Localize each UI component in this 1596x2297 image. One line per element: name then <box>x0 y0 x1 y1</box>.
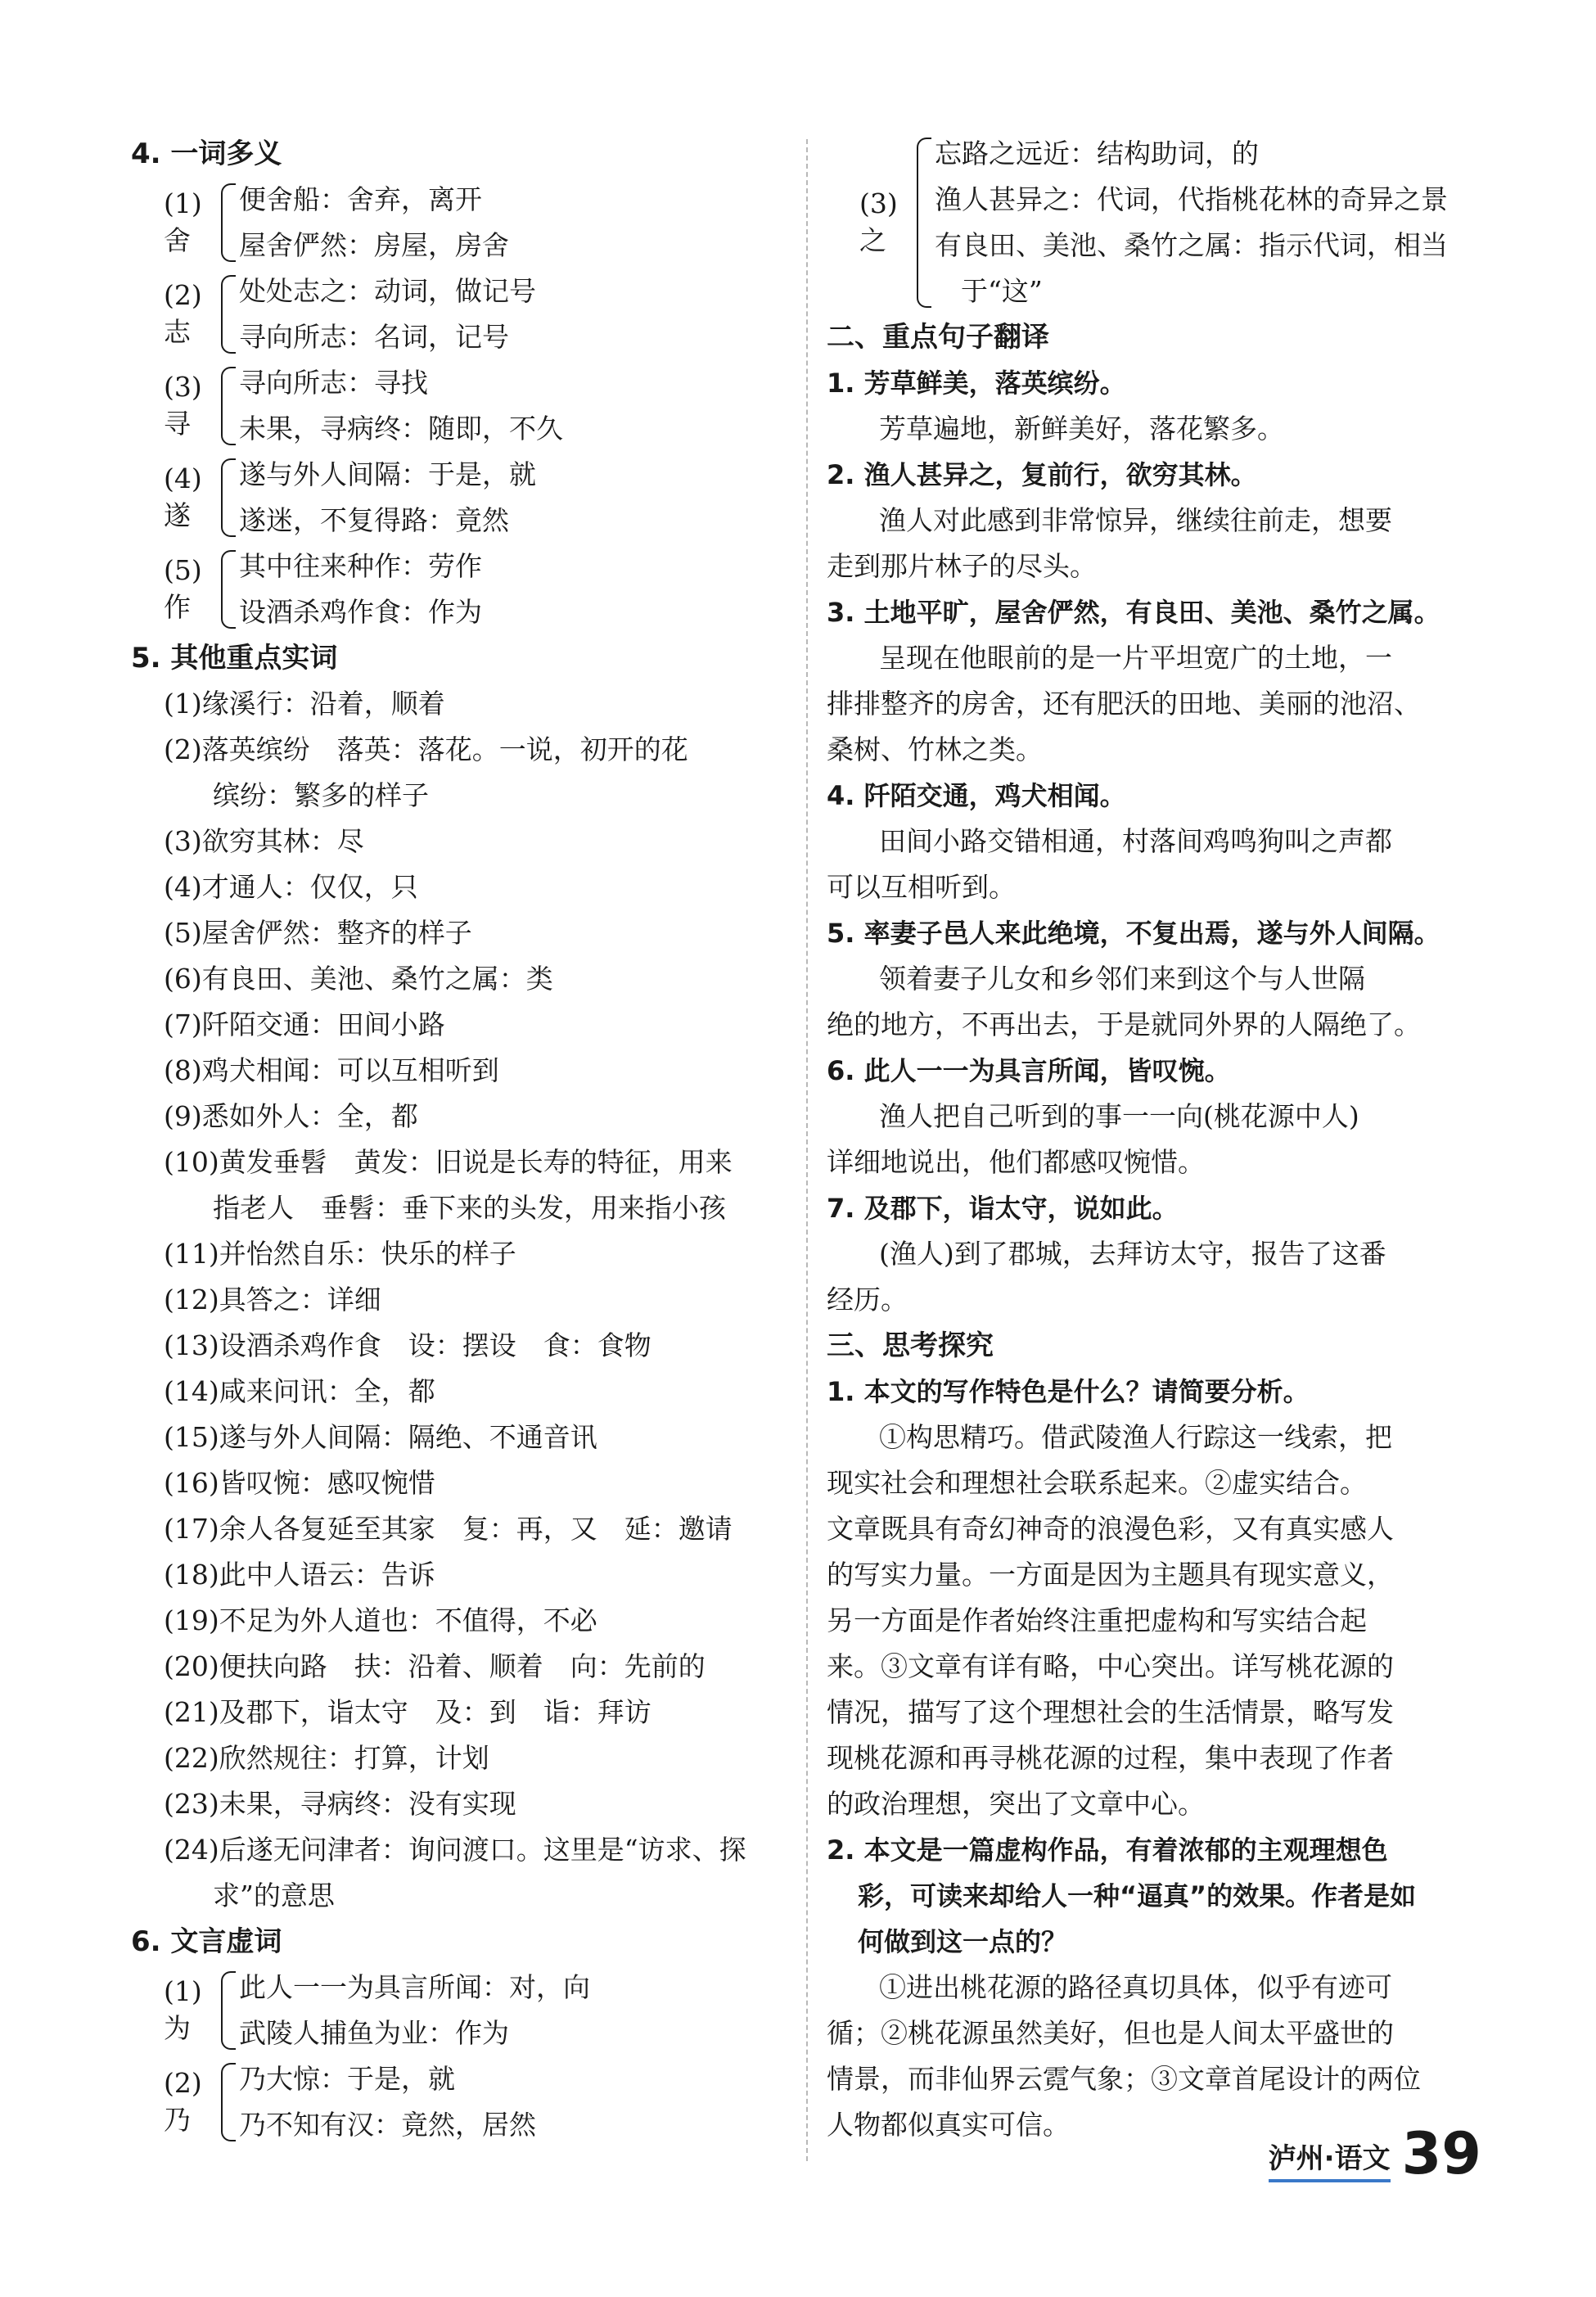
answer-line: 渔人对此感到非常惊异，继续往前走，想要 <box>879 504 1392 536</box>
list-item: (12)具答之：详细 <box>164 1284 381 1315</box>
page-number: 39 <box>1401 2120 1481 2187</box>
list-item: (17)余人各复延至其家 复：再，又 延：邀请 <box>164 1513 733 1545</box>
group-label: (3)之 <box>859 187 898 256</box>
group-item: 遂与外人间隔：于是，就 <box>239 458 536 490</box>
brace <box>221 2063 236 2141</box>
group-item: 遂迷，不复得路：竟然 <box>239 504 509 536</box>
polysemy-group <box>131 452 790 544</box>
group-item: 忘路之远近：结构助词，的 <box>935 138 1259 169</box>
left-column <box>131 131 790 2148</box>
answer-line: 详细地说出，他们都感叹惋惜。 <box>827 1146 1205 1178</box>
list-item: (21)及郡下，诣太守 及：到 诣：拜访 <box>164 1696 651 1728</box>
list-item: (23)未果，寻病终：没有实现 <box>164 1788 516 1820</box>
answer-line: ①构思精巧。借武陵渔人行踪这一线索，把 <box>879 1421 1392 1453</box>
answer-line: 循；②桃花源虽然美好，但也是人间太平盛世的 <box>827 2017 1394 2049</box>
answer-line: 另一方面是作者始终注重把虚构和写实结合起 <box>827 1604 1367 1636</box>
group-item: 此人一一为具言所闻：对，向 <box>239 1971 590 2003</box>
function-word-group <box>131 2056 790 2148</box>
answer-line: 可以互相听到。 <box>827 871 1016 903</box>
column-divider <box>806 139 808 2161</box>
answer-line: (渔人)到了郡城，去拜访太守，报告了这番 <box>879 1238 1386 1270</box>
polysemy-group <box>131 544 790 635</box>
answer-line: 情景，而非仙界云霓气象；③文章首尾设计的两位 <box>827 2063 1421 2095</box>
list-item: (13)设酒杀鸡作食 设：摆设 食：食物 <box>164 1329 651 1361</box>
answer-line: 来。③文章有详有略，中心突出。详写桃花源的 <box>827 1650 1394 1682</box>
list-item: (16)皆叹惋：感叹惋惜 <box>164 1467 435 1499</box>
group-item: 处处志之：动词，做记号 <box>239 275 536 307</box>
group-item: 屋舍俨然：房屋，房舍 <box>239 229 509 261</box>
list-item: (5)屋舍俨然：整齐的样子 <box>164 917 472 949</box>
brace <box>221 275 236 354</box>
list-item: (14)咸来问讯：全，都 <box>164 1375 435 1407</box>
list-item-continued: 缤纷：繁多的样子 <box>213 779 429 811</box>
answer-line: 的政治理想，突出了文章中心。 <box>827 1788 1205 1820</box>
answer-line: 田间小路交错相通，村落间鸡鸣狗叫之声都 <box>879 825 1392 857</box>
question: 1. 芳草鲜美，落英缤纷。 <box>827 368 1126 399</box>
brace <box>221 1971 236 2050</box>
question: 4. 阡陌交通，鸡犬相闻。 <box>827 780 1126 811</box>
group-label: (4)遂 <box>164 463 202 531</box>
answer-line: 绝的地方，不再出去，于是就同外界的人隔绝了。 <box>827 1009 1421 1040</box>
answer-line: ①进出桃花源的路径真切具体，似乎有迹可 <box>879 1971 1392 2003</box>
polysemy-group <box>131 360 790 452</box>
section-title: 二、重点句子翻译 <box>827 321 1049 354</box>
answer-line: 人物都似真实可信。 <box>827 2109 1070 2141</box>
group-label: (1)为 <box>164 1975 202 2044</box>
section-title: 6. 文言虚词 <box>131 1925 282 1958</box>
polysemy-group <box>131 177 790 269</box>
brace <box>221 550 236 629</box>
group-item: 设酒杀鸡作食：作为 <box>239 596 482 628</box>
group-item: 便舍船：舍弃，离开 <box>239 183 482 215</box>
list-item: (2)落英缤纷 落英：落花。一说，初开的花 <box>164 733 688 765</box>
group-label: (1)舍 <box>164 187 202 256</box>
question: 3. 土地平旷，屋舍俨然，有良田、美池、桑竹之属。 <box>827 597 1440 628</box>
answer-line: 排排整齐的房舍，还有肥沃的田地、美丽的池沼、 <box>827 688 1421 720</box>
brace <box>221 183 236 262</box>
list-item: (18)此中人语云：告诉 <box>164 1559 435 1591</box>
answer-line: 呈现在他眼前的是一片平坦宽广的土地，一 <box>879 642 1392 674</box>
list-item: (9)悉如外人：全，都 <box>164 1100 418 1132</box>
list-item: (10)黄发垂髫 黄发：旧说是长寿的特征，用来 <box>164 1146 733 1178</box>
polysemy-group <box>131 269 790 360</box>
group-label: (3)寻 <box>164 371 202 440</box>
answer-line: 走到那片林子的尽头。 <box>827 550 1097 582</box>
answer-line: 桑树、竹林之类。 <box>827 733 1043 765</box>
answer-line: 的写实力量。一方面是因为主题具有现实意义， <box>827 1559 1394 1591</box>
question-continued: 何做到这一点的？ <box>858 1926 1068 1957</box>
group-label: (2)乃 <box>164 2067 202 2136</box>
answer-line: 领着妻子儿女和乡邻们来到这个与人世隔 <box>879 963 1365 995</box>
list-item-continued: 指老人 垂髫：垂下来的头发，用来指小孩 <box>213 1192 726 1224</box>
list-item: (15)遂与外人间隔：隔绝、不通音讯 <box>164 1421 597 1453</box>
group-item: 乃大惊：于是，就 <box>239 2063 455 2095</box>
function-word-group <box>827 131 1490 314</box>
list-item: (1)缘溪行：沿着，顺着 <box>164 688 445 720</box>
group-item: 寻向所志：名词，记号 <box>239 321 509 353</box>
list-item: (7)阡陌交通：田间小路 <box>164 1009 445 1040</box>
group-item: 有良田、美池、桑竹之属：指示代词，相当 <box>935 229 1448 261</box>
group-label: (2)志 <box>164 279 202 348</box>
group-item: 于“这” <box>961 275 1043 307</box>
brace <box>917 138 931 308</box>
group-item: 乃不知有汉：竟然，居然 <box>239 2109 536 2141</box>
section-title: 三、思考探究 <box>827 1329 994 1362</box>
answer-line: 渔人把自己听到的事一一向(桃花源中人) <box>879 1100 1359 1132</box>
right-column <box>827 131 1490 2148</box>
group-item: 其中往来种作：劳作 <box>239 550 482 582</box>
section-title: 4. 一词多义 <box>131 138 282 170</box>
list-item: (24)后遂无问津者：询问渡口。这里是“访求、探 <box>164 1834 746 1866</box>
footer-label: 泸州·语文 <box>1269 2136 1391 2182</box>
list-item: (8)鸡犬相闻：可以互相听到 <box>164 1054 499 1086</box>
answer-line: 情况，描写了这个理想社会的生活情景，略写发 <box>827 1696 1394 1728</box>
list-item: (19)不足为外人道也：不值得，不必 <box>164 1604 597 1636</box>
group-item: 未果，寻病终：随即，不久 <box>239 413 563 445</box>
function-word-group <box>131 1965 790 2056</box>
list-item: (6)有良田、美池、桑竹之属：类 <box>164 963 553 995</box>
list-item: (3)欲穷其林：尽 <box>164 825 364 857</box>
list-item: (11)并怡然自乐：快乐的样子 <box>164 1238 516 1270</box>
question: 2. 渔人甚异之，复前行，欲穷其林。 <box>827 459 1257 490</box>
group-label: (5)作 <box>164 554 202 623</box>
list-item: (20)便扶向路 扶：沿着、顺着 向：先前的 <box>164 1650 706 1682</box>
answer-line: 现实社会和理想社会联系起来。②虚实结合。 <box>827 1467 1367 1499</box>
question-continued: 彩，可读来却给人一种“逼真”的效果。作者是如 <box>858 1880 1417 1911</box>
question: 2. 本文是一篇虚构作品，有着浓郁的主观理想色 <box>827 1834 1388 1866</box>
group-item: 武陵人捕鱼为业：作为 <box>239 2017 509 2049</box>
answer-line: 现桃花源和再寻桃花源的过程，集中表现了作者 <box>827 1742 1394 1774</box>
brace <box>221 458 236 537</box>
list-item: (22)欣然规往：打算，计划 <box>164 1742 489 1774</box>
page-footer <box>1268 2120 1481 2187</box>
answer-line: 文章既具有奇幻神奇的浪漫色彩，又有真实感人 <box>827 1513 1394 1545</box>
question: 7. 及郡下，诣太守，说如此。 <box>827 1193 1179 1224</box>
group-item: 寻向所志：寻找 <box>239 367 428 399</box>
question: 6. 此人一一为具言所闻，皆叹惋。 <box>827 1055 1231 1086</box>
answer-line: 经历。 <box>827 1284 908 1315</box>
section-title: 5. 其他重点实词 <box>131 642 338 675</box>
list-item-continued: 求”的意思 <box>213 1880 335 1911</box>
brace <box>221 367 236 445</box>
answer-line: 芳草遍地，新鲜美好，落花繁多。 <box>879 413 1284 445</box>
question: 5. 率妻子邑人来此绝境，不复出焉，遂与外人间隔。 <box>827 918 1440 949</box>
list-item: (4)才通人：仅仅，只 <box>164 871 418 903</box>
question: 1. 本文的写作特色是什么？请简要分析。 <box>827 1376 1310 1407</box>
group-item: 渔人甚异之：代词，代指桃花林的奇异之景 <box>935 183 1448 215</box>
